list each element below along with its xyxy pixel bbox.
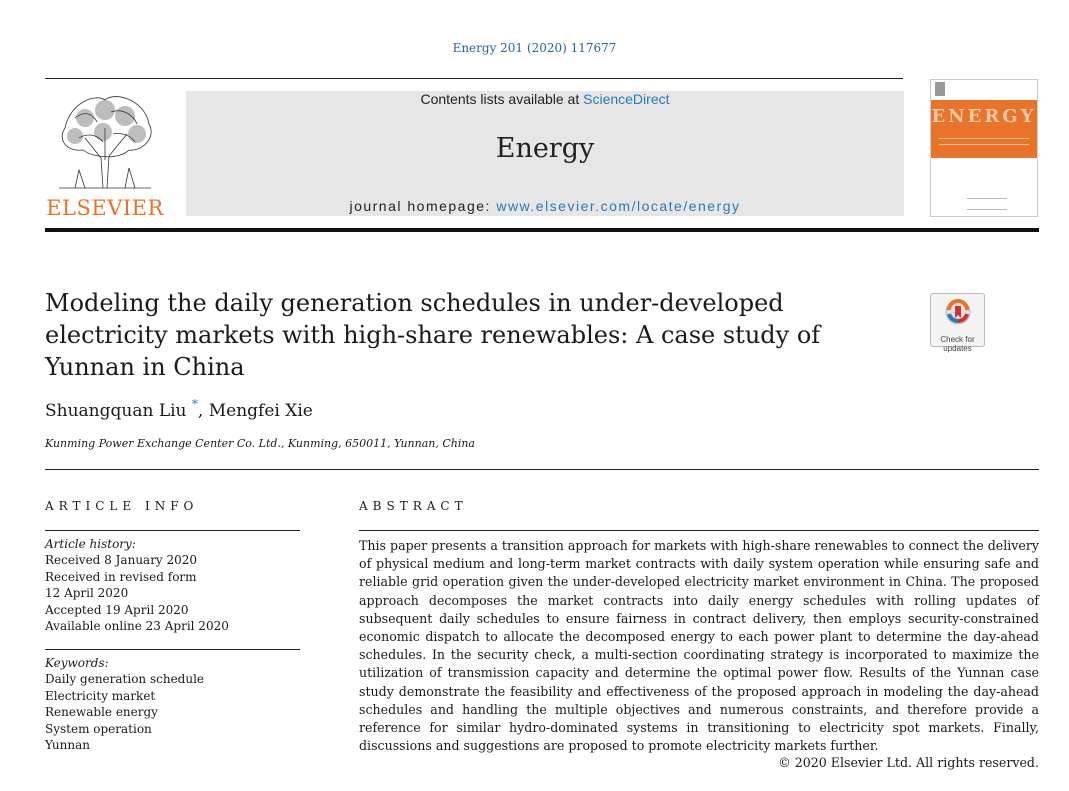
history-item: Received in revised form <box>45 569 197 584</box>
cover-bottom-line <box>939 138 1029 139</box>
history-item: Received 8 January 2020 <box>45 553 198 568</box>
journal-homepage <box>186 198 904 214</box>
history-item: Available online 23 April 2020 <box>45 619 229 634</box>
abstract-text: This paper presents a transition approach for markets with high-share renewables to connect the delivery of physical medium and long-term market contracts with daily system operation while ensuring safe and reliable grid operation given the under-developed electricity market environment in China. The proposed approach decomposes the market contracts into daily energy schedules with rolling updates of subsequent daily schedules to ensure fairness in contract delivery, then employs security-constrained economic dispatch to allocate the decomposed energy to each power plant to determine the day-ahead schedules. In the security check, a multi-section coordinating strategy is incorporated to maximize the utilization of transmission capacity and determine the optimal power flow. Results of the Yunnan case study demonstrate the feasibility and effectiveness of the proposed approach in modeling the day-ahead schedules and handling the multiple objectives and numerous constraints, and therefore provide a reference for similar hydro-dominated systems in transitioning to electricity spot markets. Finally, discussions and suggestions are proposed to promote electricity markets further. <box>359 538 1039 754</box>
journal-citation[interactable]: Energy 201 (2020) 117677 <box>452 41 617 55</box>
keywords-label: Keywords: <box>45 656 109 670</box>
homepage-prefix: journal homepage: <box>349 198 497 214</box>
sciencedirect-link[interactable]: ScienceDirect <box>583 91 670 107</box>
abstract-rule <box>359 530 1039 531</box>
contents-prefix: Contents lists available at <box>420 91 584 107</box>
history-item: 12 April 2020 <box>45 586 129 601</box>
cover-title: ENERGY <box>931 106 1037 127</box>
cover-top-strip <box>931 80 1037 100</box>
keyword-item: Yunnan <box>45 738 90 753</box>
journal-cover-thumbnail[interactable] <box>930 79 1038 217</box>
crossmark-icon <box>944 298 972 328</box>
affiliation: Kunming Power Exchange Center Co. Ltd., Kunming, 650011, Yunnan, China <box>45 437 475 450</box>
journal-title[interactable]: Energy <box>495 133 595 164</box>
cover-orange-panel <box>931 100 1037 158</box>
article-title: Modeling the daily generation schedules in under-developed electricity markets with high-share renewables: A case study of Yunnan in China <box>45 289 821 381</box>
author-2[interactable]: , Mengfei Xie <box>197 401 313 421</box>
abstract-heading: ABSTRACT <box>359 499 468 513</box>
homepage-link[interactable]: www.elsevier.com/locate/energy <box>496 198 741 214</box>
keywords-rule <box>45 649 300 650</box>
article-info-heading: ARTICLE INFO <box>45 499 199 513</box>
article-history <box>45 536 300 634</box>
header-bottom-rule <box>45 228 1039 232</box>
elsevier-logo[interactable] <box>45 88 165 218</box>
keywords <box>45 655 300 753</box>
keyword-item: Renewable energy <box>45 705 158 720</box>
cover-footer-text <box>967 198 1007 210</box>
cover-bottom-line-2 <box>939 144 1029 145</box>
article-info-rule <box>45 530 300 531</box>
keyword-item: Daily generation schedule <box>45 672 205 687</box>
check-for-updates-button[interactable] <box>930 293 985 353</box>
copyright-notice: © 2020 Elsevier Ltd. All rights reserved. <box>778 755 1039 770</box>
author-1[interactable]: Shuangquan Liu <box>45 401 192 421</box>
section-divider <box>45 469 1039 470</box>
crossmark-label-2: updates <box>943 344 972 353</box>
contents-line <box>186 91 904 107</box>
keyword-item: Electricity market <box>45 688 156 703</box>
author-list <box>45 397 313 421</box>
elsevier-wordmark: ELSEVIER <box>46 196 164 220</box>
header-top-rule <box>45 78 903 79</box>
cover-mini-logo <box>935 82 945 96</box>
history-item: Accepted 19 April 2020 <box>45 602 189 617</box>
keyword-item: System operation <box>45 721 152 736</box>
history-label: Article history: <box>45 537 136 551</box>
corresponding-author-mark[interactable]: * <box>191 397 198 411</box>
crossmark-label-1: Check for <box>940 335 975 344</box>
